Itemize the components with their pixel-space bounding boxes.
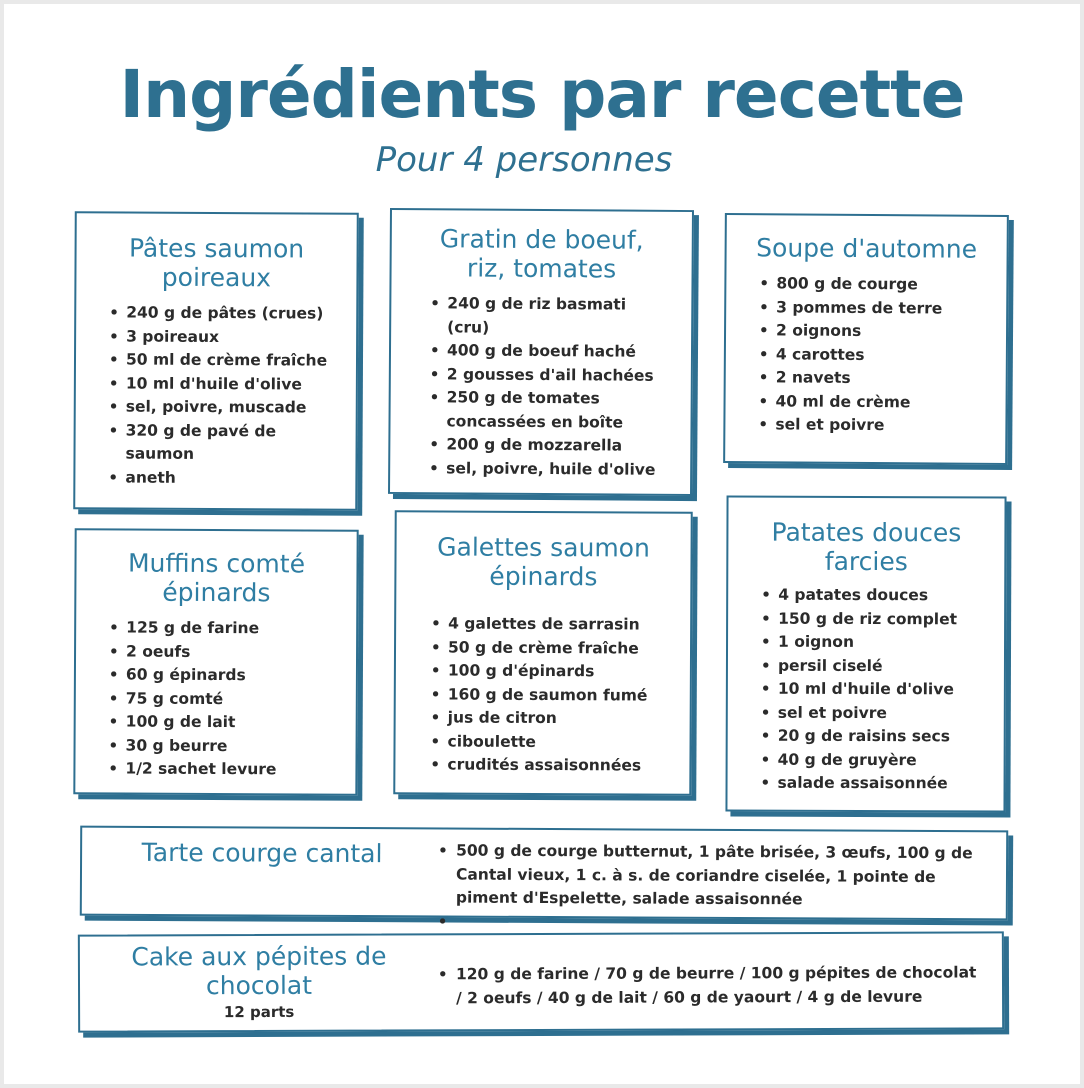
ingredient-item: • sel et poivre (778, 701, 1004, 725)
recipe-title-line: riz, tomates (466, 253, 617, 284)
ingredient-item: • 200 g de mozzarella (446, 433, 690, 458)
ingredient-item: • 1 oignon (778, 631, 1004, 655)
recipe-title (396, 532, 690, 592)
recipe-sheet (4, 4, 1080, 1084)
ingredient-text-line: 120 g de farine / 70 g de beurre / 100 g pépites de chocolat (455, 963, 977, 984)
ingredient-item: • 30 g beurre (125, 734, 355, 759)
recipe-title-line: épinards (162, 577, 271, 608)
recipe-title (94, 941, 424, 1022)
ingredient-item: • 100 g de lait (126, 711, 356, 736)
ingredient-item: • 150 g de riz complet (778, 607, 1004, 631)
ingredient-item: • 100 g d'épinards (448, 660, 690, 685)
recipe-title-line: Soupe d'automne (756, 233, 978, 264)
ingredient-list (395, 612, 690, 778)
ingredient-item: • salade assaisonnée (778, 772, 1004, 796)
recipe-title (728, 518, 1004, 577)
recipe-title (92, 838, 432, 869)
ingredient-item-continued: saumon (125, 444, 195, 463)
ingredient-text-line: Cantal vieux, 1 c. à s. de coriandre ciselée, 1 pointe de (455, 865, 936, 886)
page-subtitle: Pour 4 personnes (375, 140, 673, 180)
page-title: Ingrédients par recette (119, 56, 965, 133)
recipe-card-pates-saumon (73, 211, 359, 510)
ingredient-list (75, 301, 356, 490)
ingredient-item: • 40 g de gruyère (778, 748, 1004, 772)
ingredient-item (438, 961, 998, 1010)
ingredient-item (438, 839, 998, 912)
recipe-title-line: Tarte courge cantal (141, 837, 383, 869)
ingredient-item: • 400 g de boeuf haché (447, 339, 691, 364)
recipe-title-line: poireaux (161, 262, 272, 293)
ingredient-item: • 40 ml de crème (775, 390, 1005, 415)
ingredient-item: • sel et poivre (775, 413, 1005, 438)
recipe-card-galettes (393, 510, 692, 796)
recipe-title-line: Gratin de boeuf, (439, 224, 644, 255)
ingredient-text-line: / 2 oeufs / 40 g de lait / 60 g de yaourt / 4 g de levure (456, 987, 923, 1007)
recipe-title-line: Muffins comté (127, 548, 306, 579)
recipe-card-soupe-automne (723, 213, 1009, 465)
ingredient-item: • sel, poivre, huile d'olive (446, 457, 690, 482)
recipe-title-line: Cake aux pépites de (131, 941, 387, 972)
ingredient-item: • 2 oignons (776, 319, 1006, 344)
ingredient-item: • jus de citron (448, 707, 690, 732)
ingredient-text-line: 500 g de courge butternut, 1 pâte brisée, 3 œufs, 100 g de (456, 841, 973, 863)
ingredient-list (728, 584, 1005, 796)
ingredient-item: • 60 g épinards (126, 664, 356, 689)
ingredient-item: • 20 g de raisins secs (778, 725, 1004, 749)
recipe-title-line: Galettes saumon (437, 532, 650, 563)
recipe-title (76, 548, 356, 607)
ingredient-item: • 4 patates douces (778, 584, 1004, 608)
ingredient-item: • 250 g de tomates (447, 386, 691, 411)
ingredient-item: • 2 gousses d'ail hachées (447, 363, 691, 388)
ingredient-item: • 3 pommes de terre (776, 296, 1006, 321)
ingredient-item: • persil ciselé (778, 654, 1004, 678)
ingredient-text-line: piment d'Espelette, salade assaisonnée (455, 888, 803, 909)
recipe-title-line: Pâtes saumon (128, 233, 305, 264)
ingredient-item: • 2 navets (776, 366, 1006, 391)
ingredient-item-empty (438, 910, 998, 929)
recipe-title (76, 233, 356, 292)
recipe-card-tarte-courge (80, 826, 1008, 921)
ingredient-item: • 50 g de crème fraîche (448, 636, 690, 661)
ingredient-item: • 125 g de farine (126, 617, 356, 642)
ingredient-item: • 160 g de saumon fumé (448, 683, 690, 708)
ingredient-item: • 2 oeufs (126, 640, 356, 665)
recipe-card-muffins (73, 528, 358, 795)
ingredient-item: • 10 ml d'huile d'olive (126, 372, 356, 397)
ingredient-item: • ciboulette (447, 730, 689, 755)
ingredient-item-continued: concassées en boîte (446, 411, 624, 432)
ingredient-item: • 240 g de riz basmati (447, 292, 691, 317)
servings-label: 12 parts (223, 1002, 295, 1022)
recipe-title-line: farcies (824, 546, 908, 577)
ingredient-item-continued: (cru) (447, 317, 490, 337)
ingredient-list (390, 292, 691, 482)
ingredient-item: • 1/2 sachet levure (125, 758, 355, 783)
ingredient-item: • 4 carottes (776, 343, 1006, 368)
recipe-title-line: chocolat (205, 970, 313, 1001)
ingredient-list (725, 272, 1006, 438)
recipe-title (391, 224, 691, 284)
ingredient-item: • 75 g comté (126, 687, 356, 712)
ingredient-item: • 50 ml de crème fraîche (126, 349, 356, 374)
ingredient-item: • 800 g de courge (776, 272, 1006, 297)
recipe-card-cake-chocolat (78, 931, 1004, 1032)
recipe-title-line: Patates douces (771, 517, 962, 548)
ingredient-item: • 320 g de pavé de (126, 419, 356, 444)
recipe-card-patates-douces (725, 496, 1006, 813)
ingredient-list (438, 961, 998, 1010)
recipe-title (727, 233, 1007, 264)
ingredient-item: • sel, poivre, muscade (126, 396, 356, 421)
ingredient-item: • aneth (125, 466, 355, 491)
ingredient-item: • 10 ml d'huile d'olive (778, 678, 1004, 702)
recipe-title-line: épinards (489, 561, 598, 592)
ingredient-item: • 3 poireaux (126, 325, 356, 350)
recipe-card-gratin-boeuf (388, 208, 694, 496)
ingredient-list (75, 616, 356, 782)
ingredient-list (438, 839, 998, 928)
ingredient-item: • 4 galettes de sarrasin (448, 613, 690, 638)
ingredient-item: • 240 g de pâtes (crues) (126, 302, 356, 327)
ingredient-item: • crudités assaisonnées (447, 754, 689, 779)
